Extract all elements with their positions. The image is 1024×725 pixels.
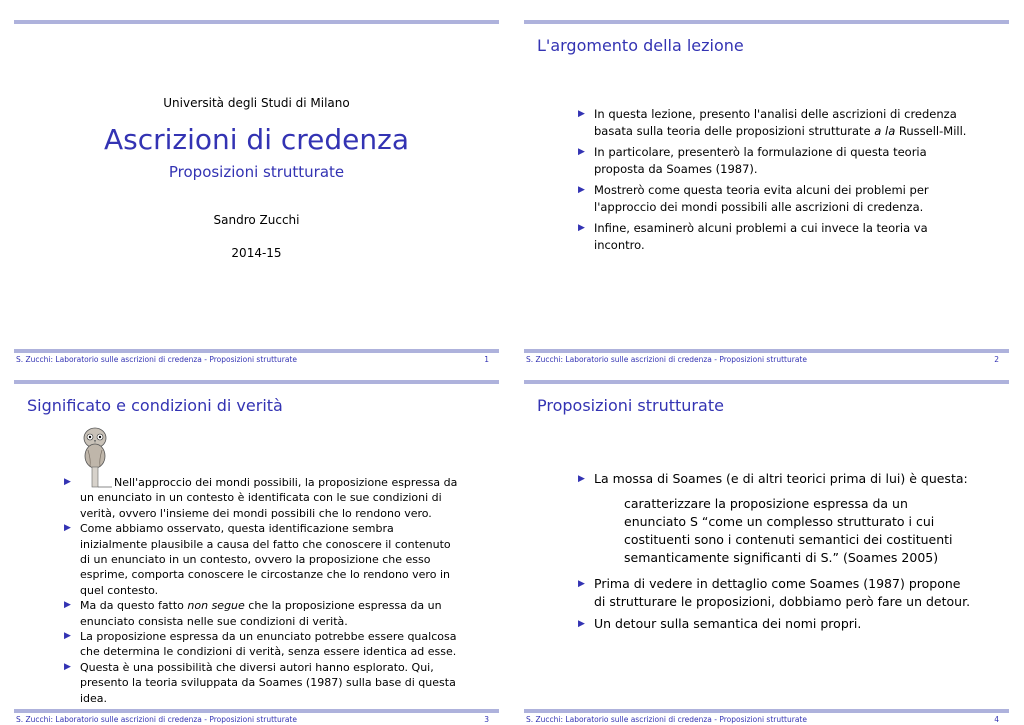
university-name: Università degli Studi di Milano bbox=[163, 96, 350, 110]
page-number: 1 bbox=[484, 355, 489, 364]
frame-title: Significato e condizioni di verità bbox=[27, 396, 283, 415]
bullet-icon: ▶ bbox=[578, 109, 585, 119]
slide-4 bbox=[524, 380, 1009, 725]
page-number: 4 bbox=[994, 715, 999, 724]
bullet-icon: ▶ bbox=[578, 185, 585, 195]
footer-bar bbox=[14, 349, 499, 353]
bullet-icon: ▶ bbox=[64, 631, 71, 642]
bullet-icon: ▶ bbox=[64, 477, 71, 487]
footer-bar bbox=[524, 349, 1009, 353]
footer-text: S. Zucchi: Laboratorio sulle ascrizioni di credenza - Proposizioni strutturate bbox=[526, 715, 807, 724]
list-item: ▶ La proposizione espressa da un enunciato potrebbe essere qualcosa che determina le condizioni di verità, senza essere identica ad esse. bbox=[64, 630, 457, 659]
list-item: ▶ In particolare, presenterò la formulazione di questa teoria proposta da Soames (1987). bbox=[578, 145, 927, 176]
page-number: 3 bbox=[484, 715, 489, 724]
bullet-list bbox=[578, 106, 978, 258]
presentation-title: Ascrizioni di credenza bbox=[103, 123, 410, 156]
bullet-icon: ▶ bbox=[64, 523, 71, 534]
slide-2 bbox=[524, 20, 1009, 365]
list-item: ▶ Infine, esaminerò alcuni problemi a cui invece la teoria va incontro. bbox=[578, 221, 928, 252]
slide-header-bar bbox=[14, 20, 499, 24]
list-item: ▶ Nell'approccio dei mondi possibili, la proposizione espressa da un enunciato in un contesto è identificata con le sue condizioni di verità, ovvero l'insieme dei mondi possibili che lo rendono vero. bbox=[64, 476, 458, 520]
list-item: ▶ Mostrerò come questa teoria evita alcuni dei problemi per l'approccio dei mondi possibili alle ascrizioni di credenza. bbox=[578, 183, 929, 214]
slide-1 bbox=[14, 20, 499, 365]
slide-header-bar bbox=[524, 380, 1009, 384]
slide-footer bbox=[524, 349, 1009, 365]
bullet-list bbox=[64, 475, 459, 706]
bullet-icon: ▶ bbox=[578, 223, 585, 233]
list-item: ▶ Ma da questo fatto non segue che la proposizione espressa da un enunciato consista nelle sue condizioni di verità. bbox=[64, 599, 442, 628]
footer-bar bbox=[524, 709, 1009, 713]
footer-text: S. Zucchi: Laboratorio sulle ascrizioni di credenza - Proposizioni strutturate bbox=[16, 355, 297, 364]
bullet-icon: ▶ bbox=[578, 579, 585, 589]
list-item: ▶ Un detour sulla semantica dei nomi propri. bbox=[578, 616, 862, 631]
list-item: ▶ La mossa di Soames (e di altri teorici prima di lui) è questa: caratterizzare la proposizione espressa da un enunciato S “come un complesso strutturato i cui costituenti sono i contenuti semantici dei costituenti semanticamente significanti di S.” (Soames 2005) bbox=[578, 470, 973, 567]
bullet-icon: ▶ bbox=[578, 147, 585, 157]
presentation-subtitle: Proposizioni strutturate bbox=[168, 163, 345, 181]
slide-footer bbox=[524, 709, 1009, 725]
slide-header-bar bbox=[14, 380, 499, 384]
bullet-icon: ▶ bbox=[578, 619, 585, 629]
author-name: Sandro Zucchi bbox=[213, 213, 300, 227]
frame-title: Proposizioni strutturate bbox=[537, 396, 724, 415]
bullet-list bbox=[578, 470, 973, 638]
bullet-icon: ▶ bbox=[64, 661, 71, 672]
academic-year: 2014-15 bbox=[231, 246, 282, 260]
slide-footer bbox=[14, 709, 499, 725]
slide-header-bar bbox=[524, 20, 1009, 24]
slide-footer bbox=[14, 349, 499, 365]
footer-text: S. Zucchi: Laboratorio sulle ascrizioni di credenza - Proposizioni strutturate bbox=[16, 715, 297, 724]
quotation: caratterizzare la proposizione espressa da un enunciato S “come un complesso strutturato i cui costituenti sono i contenuti semantici dei costituenti semanticamente significanti di S.” (Soames 2005) bbox=[624, 496, 953, 565]
footer-text: S. Zucchi: Laboratorio sulle ascrizioni di credenza - Proposizioni strutturate bbox=[526, 355, 807, 364]
list-item: ▶ Come abbiamo osservato, questa identificazione sembra inizialmente plausibile a causa del fatto che conoscere il contenuto di un enunciato in un contesto, ovvero la proposizione che esso esprime, comporta conoscere le circostanze che lo rendono vero in quel contesto. bbox=[64, 522, 451, 597]
emphasis: non segue bbox=[187, 599, 245, 613]
frame-title: L'argomento della lezione bbox=[537, 36, 744, 55]
slide-3 bbox=[14, 380, 499, 725]
footer-bar bbox=[14, 709, 499, 713]
page-number: 2 bbox=[994, 355, 999, 364]
bullet-icon: ▶ bbox=[578, 474, 585, 484]
bullet-icon: ▶ bbox=[64, 600, 71, 611]
emphasis: a la bbox=[874, 123, 896, 138]
list-item: ▶ In questa lezione, presento l'analisi delle ascrizioni di credenza basata sulla teoria delle proposizioni strutturate a la Russell-Mill. bbox=[578, 107, 967, 138]
list-item: ▶ Prima di vedere in dettaglio come Soames (1987) propone di strutturare le proposizioni, dobbiamo però fare un detour. bbox=[578, 576, 971, 609]
list-item: ▶ Questa è una possibilità che diversi autori hanno esplorato. Qui, presento la teoria sviluppata da Soames (1987) sulla base di questa idea. bbox=[64, 660, 456, 705]
